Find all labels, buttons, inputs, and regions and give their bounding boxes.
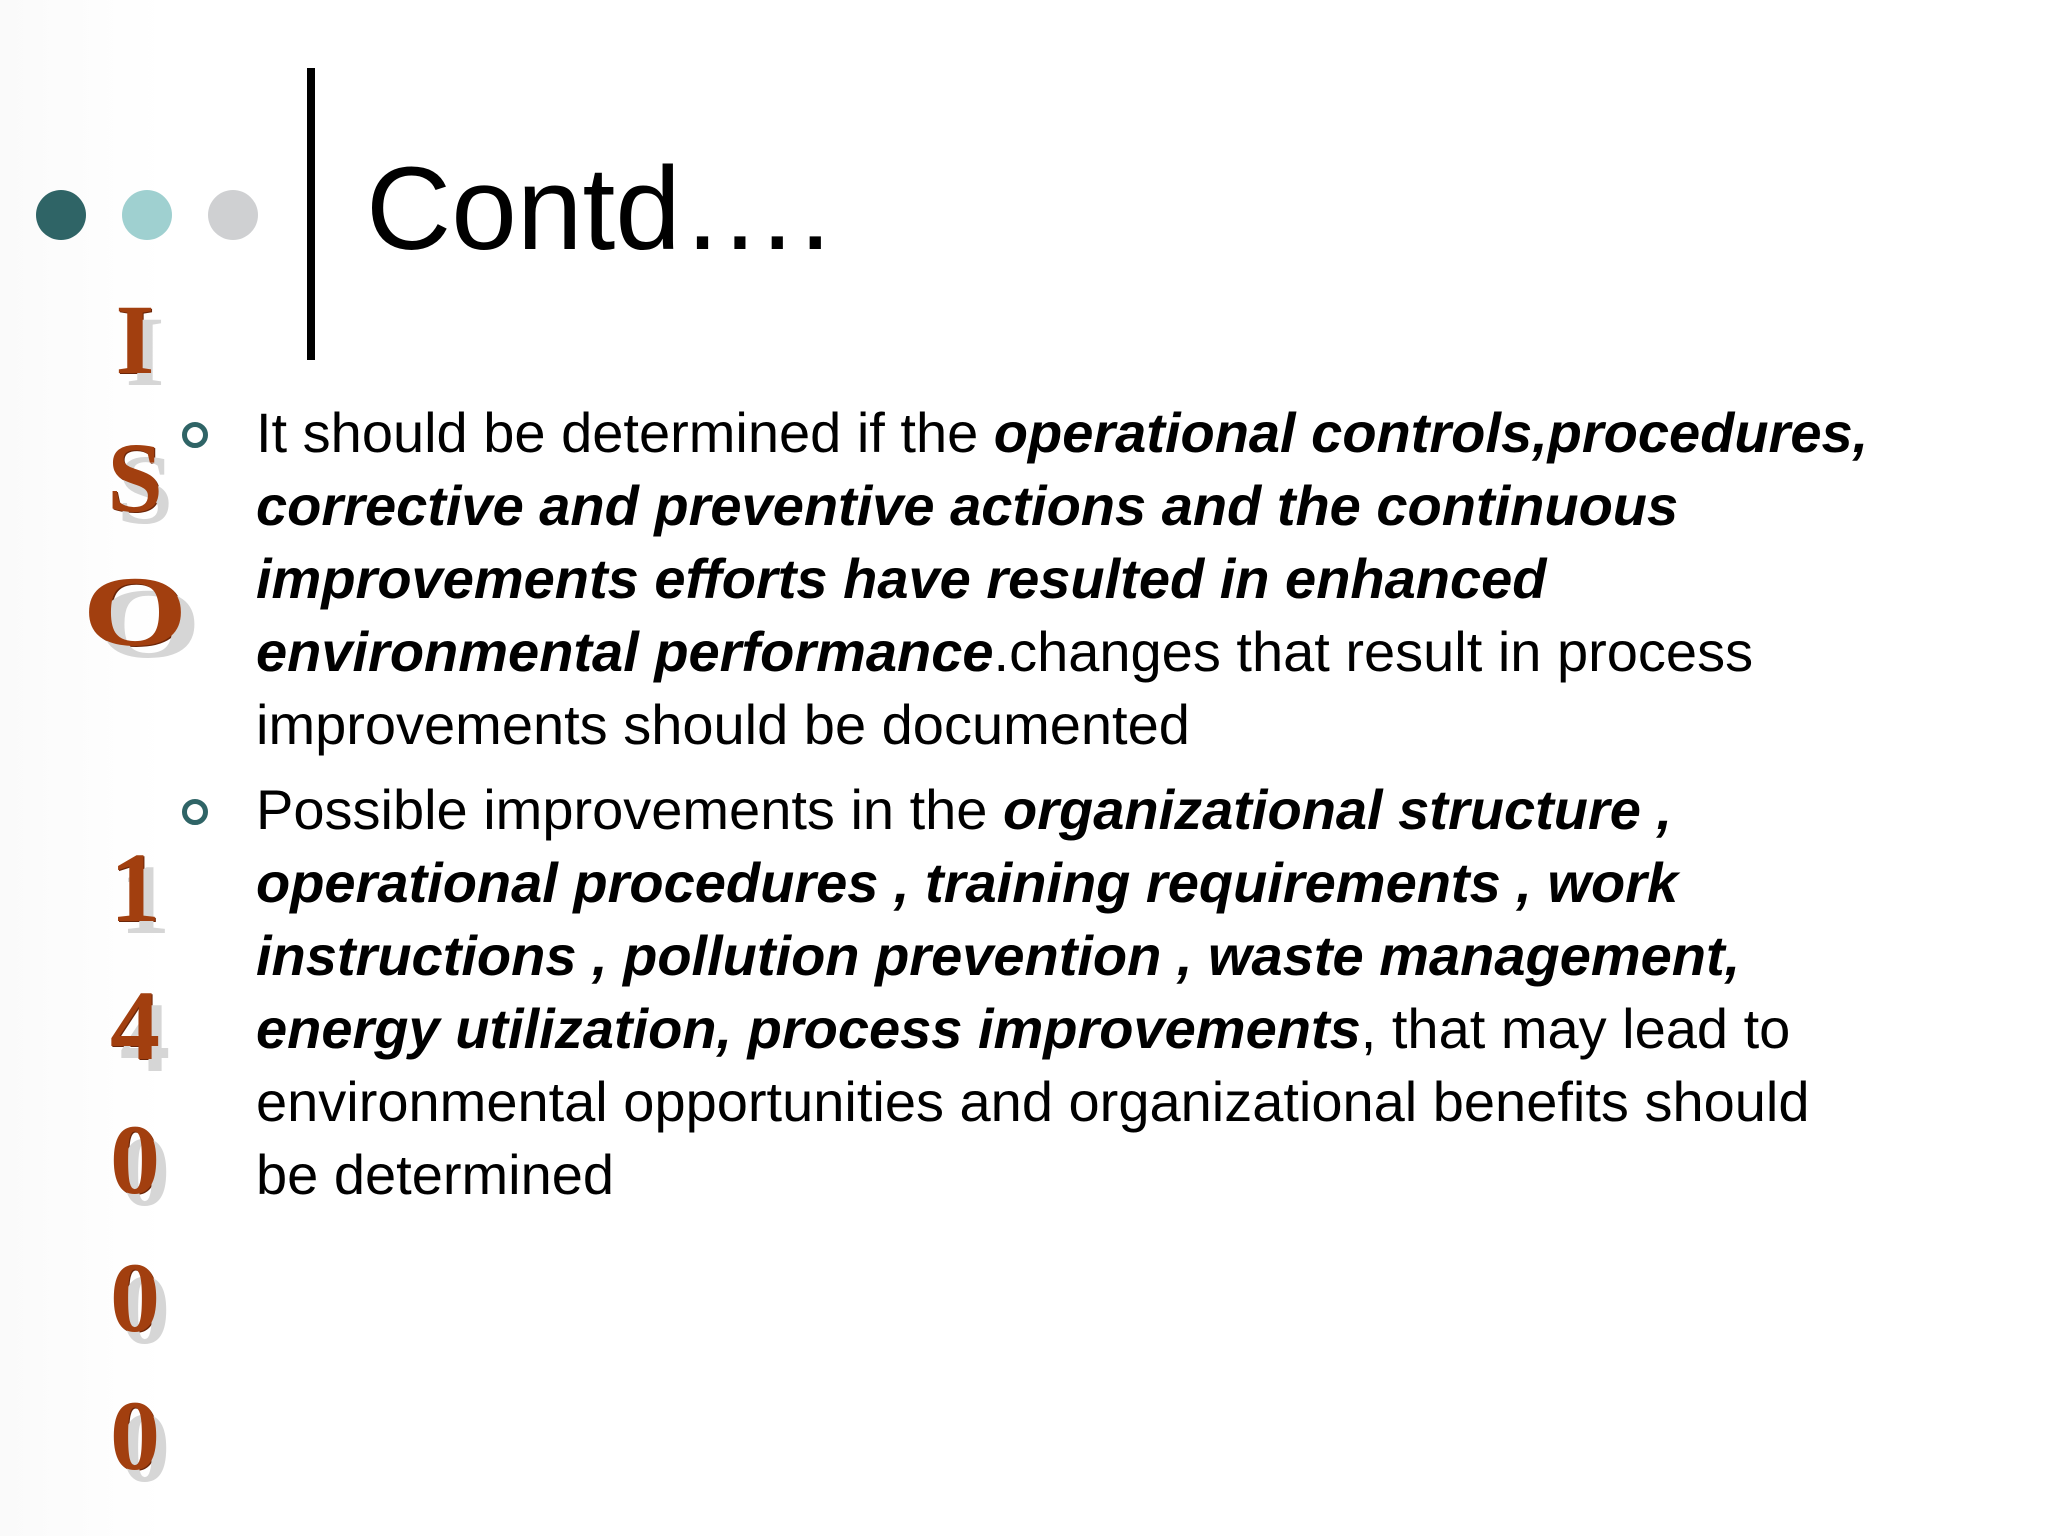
decor-dot-dark-icon: [36, 190, 86, 240]
hollow-bullet-icon: [182, 422, 208, 448]
bullet-text-plain: Possible improvements in the: [256, 778, 1004, 841]
bullet-text-plain: , that may lead to environmental opportunities and organizational benefits should be determined: [256, 997, 1810, 1206]
decor-dot-gray-icon: [208, 190, 258, 240]
vertical-letter: S: [107, 422, 163, 533]
vertical-letter: 0: [110, 1242, 160, 1353]
slide-title: Contd….: [366, 143, 832, 275]
vertical-letter: I: [115, 284, 155, 395]
vertical-letter: 1: [110, 832, 160, 943]
bullet-text-emphasis: operational controls,procedures, corrective and preventive actions and the continuous improvements efforts have resulted in enhanced environmental performance: [256, 401, 1869, 683]
vertical-letter: 0: [110, 1104, 160, 1215]
bullet-text-plain: .changes that result in process improvements should be documented: [256, 620, 1754, 756]
bullet-text-emphasis: organizational structure , operational procedures , training requirements , work instructions , pollution prevention , waste management, energy utilization, process improvements: [256, 778, 1741, 1060]
bullet-list: [172, 396, 1872, 1223]
vertical-letter: 0: [110, 1380, 160, 1491]
bullet-text-plain: It should be determined if the: [256, 401, 994, 464]
title-divider: [307, 68, 315, 360]
vertical-letter: 4: [110, 970, 160, 1081]
bullet-item: [172, 396, 1872, 761]
bullet-item: [172, 773, 1872, 1211]
vertical-letter: O: [82, 556, 188, 667]
decor-dot-light-icon: [122, 190, 172, 240]
hollow-bullet-icon: [182, 799, 208, 825]
